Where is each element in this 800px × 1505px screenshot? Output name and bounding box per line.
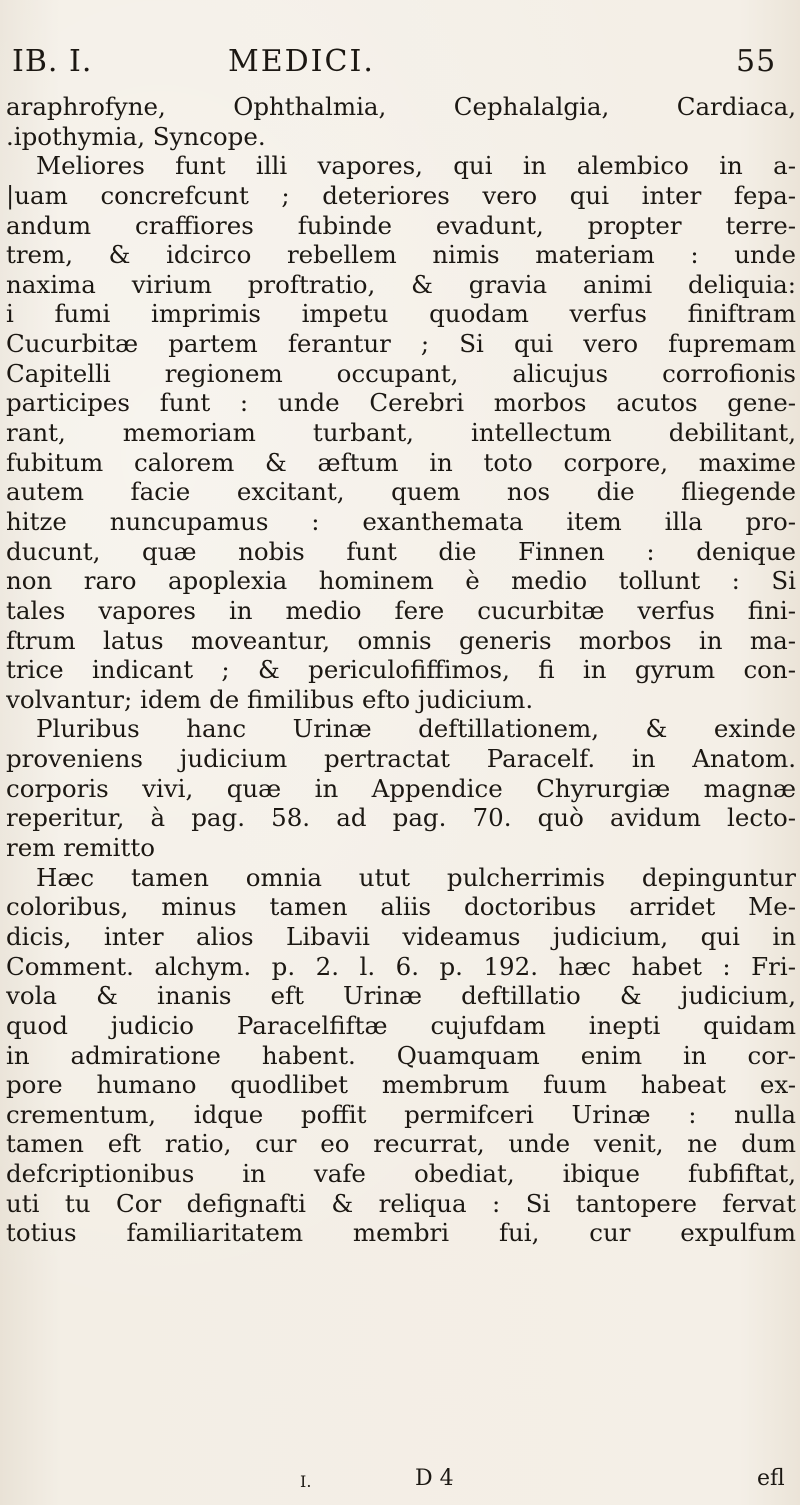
page-number: 55	[736, 44, 777, 79]
text-line: i fumi imprimis impetu quodam verfus finiftram	[6, 299, 796, 329]
text-line: rem remitto	[6, 833, 155, 863]
paragraph-start-line: Pluribus hanc Urinæ deftillationem, & exinde	[36, 714, 796, 744]
text-line: Comment. alchym. p. 2. l. 6. p. 192. hæc habet : Fri-	[6, 951, 796, 981]
text-line: dicis, inter alios Libavii videamus judicium, qui in	[6, 921, 796, 951]
text-line: defcriptionibus in vafe obediat, ibique fubfiftat,	[6, 1159, 796, 1189]
text-line: trice indicant ; & periculofiffimos, fi in gyrum con-	[6, 655, 796, 685]
text-line: tales vapores in medio fere cucurbitæ verfus fini-	[6, 595, 796, 625]
body-text	[6, 92, 796, 1248]
text-line: naxima virium proftratio, & gravia animi deliquia:	[6, 269, 796, 299]
header-title: MEDICI.	[228, 44, 375, 79]
paragraph-start-line: Hæc tamen omnia utut pulcherrimis depinguntur	[36, 862, 796, 892]
text-line: corporis vivi, quæ in Appendice Chyrurgiæ magnæ	[6, 773, 796, 803]
text-line: araphrofyne, Ophthalmia, Cephalalgia, Cardiaca,	[6, 92, 796, 121]
text-line: volvantur; idem de fimilibus efto judicium.	[6, 684, 534, 714]
text-line: crementum, idque poffit permifceri Urinæ : nulla	[6, 1099, 796, 1129]
text-line: |uam concrefcunt ; deteriores vero qui inter fepa-	[6, 180, 796, 210]
text-line: in admiratione habent. Quamquam enim in cor-	[6, 1040, 796, 1070]
text-line: tamen eft ratio, cur eo recurrat, unde venit, ne dum	[6, 1129, 796, 1159]
paragraph-start-line: Meliores funt illi vapores, qui in alembico in a-	[36, 151, 796, 181]
text-line: participes funt : unde Cerebri morbos acutos gene-	[6, 388, 796, 418]
text-line: reperitur, à pag. 58. ad pag. 70. quò avidum lecto-	[6, 803, 796, 833]
text-line: ftrum latus moveantur, omnis generis morbos in ma-	[6, 625, 796, 655]
text-line: pore humano quodlibet membrum fuum habeat ex-	[6, 1070, 796, 1100]
text-line: non raro apoplexia hominem è medio tollunt : Si	[6, 566, 796, 596]
catchword: efl	[757, 1466, 785, 1491]
text-line: quod judicio Paracelfiftæ cujufdam inepti quidam	[6, 1010, 796, 1040]
text-line: autem facie excitant, quem nos die fliegende	[6, 477, 796, 507]
text-line: fubitum calorem & æftum in toto corpore, maxime	[6, 447, 796, 477]
signature-mark: D 4	[415, 1466, 454, 1491]
text-line: .ipothymia, Syncope.	[6, 121, 266, 151]
text-line: coloribus, minus tamen aliis doctoribus arridet Me-	[6, 892, 796, 922]
text-line: Cucurbitæ partem ferantur ; Si qui vero fupremam	[6, 329, 796, 359]
text-line: Capitelli regionem occupant, alicujus corrofionis	[6, 358, 796, 388]
text-line: andum craffiores fubinde evadunt, propter terre-	[6, 210, 796, 240]
footer-mark: I.	[300, 1472, 312, 1491]
text-line: totius familiaritatem membri fui, cur expulfum	[6, 1218, 796, 1248]
text-line: uti tu Cor defignafti & reliqua : Si tantopere fervat	[6, 1188, 796, 1218]
text-line: ducunt, quæ nobis funt die Finnen : denique	[6, 536, 796, 566]
page-footer	[0, 1466, 800, 1502]
text-line: trem, & idcirco rebellem nimis materiam : unde	[6, 240, 796, 270]
text-line: proveniens judicium pertractat Paracelf. in Anatom.	[6, 744, 796, 774]
text-line: vola & inanis eft Urinæ deftillatio & judicium,	[6, 981, 796, 1011]
text-line: rant, memoriam turbant, intellectum debilitant,	[6, 418, 796, 448]
text-line: hitze nuncupamus : exanthemata item illa pro-	[6, 506, 796, 536]
header-book-number: IB. I.	[12, 44, 93, 79]
running-header	[0, 44, 800, 88]
